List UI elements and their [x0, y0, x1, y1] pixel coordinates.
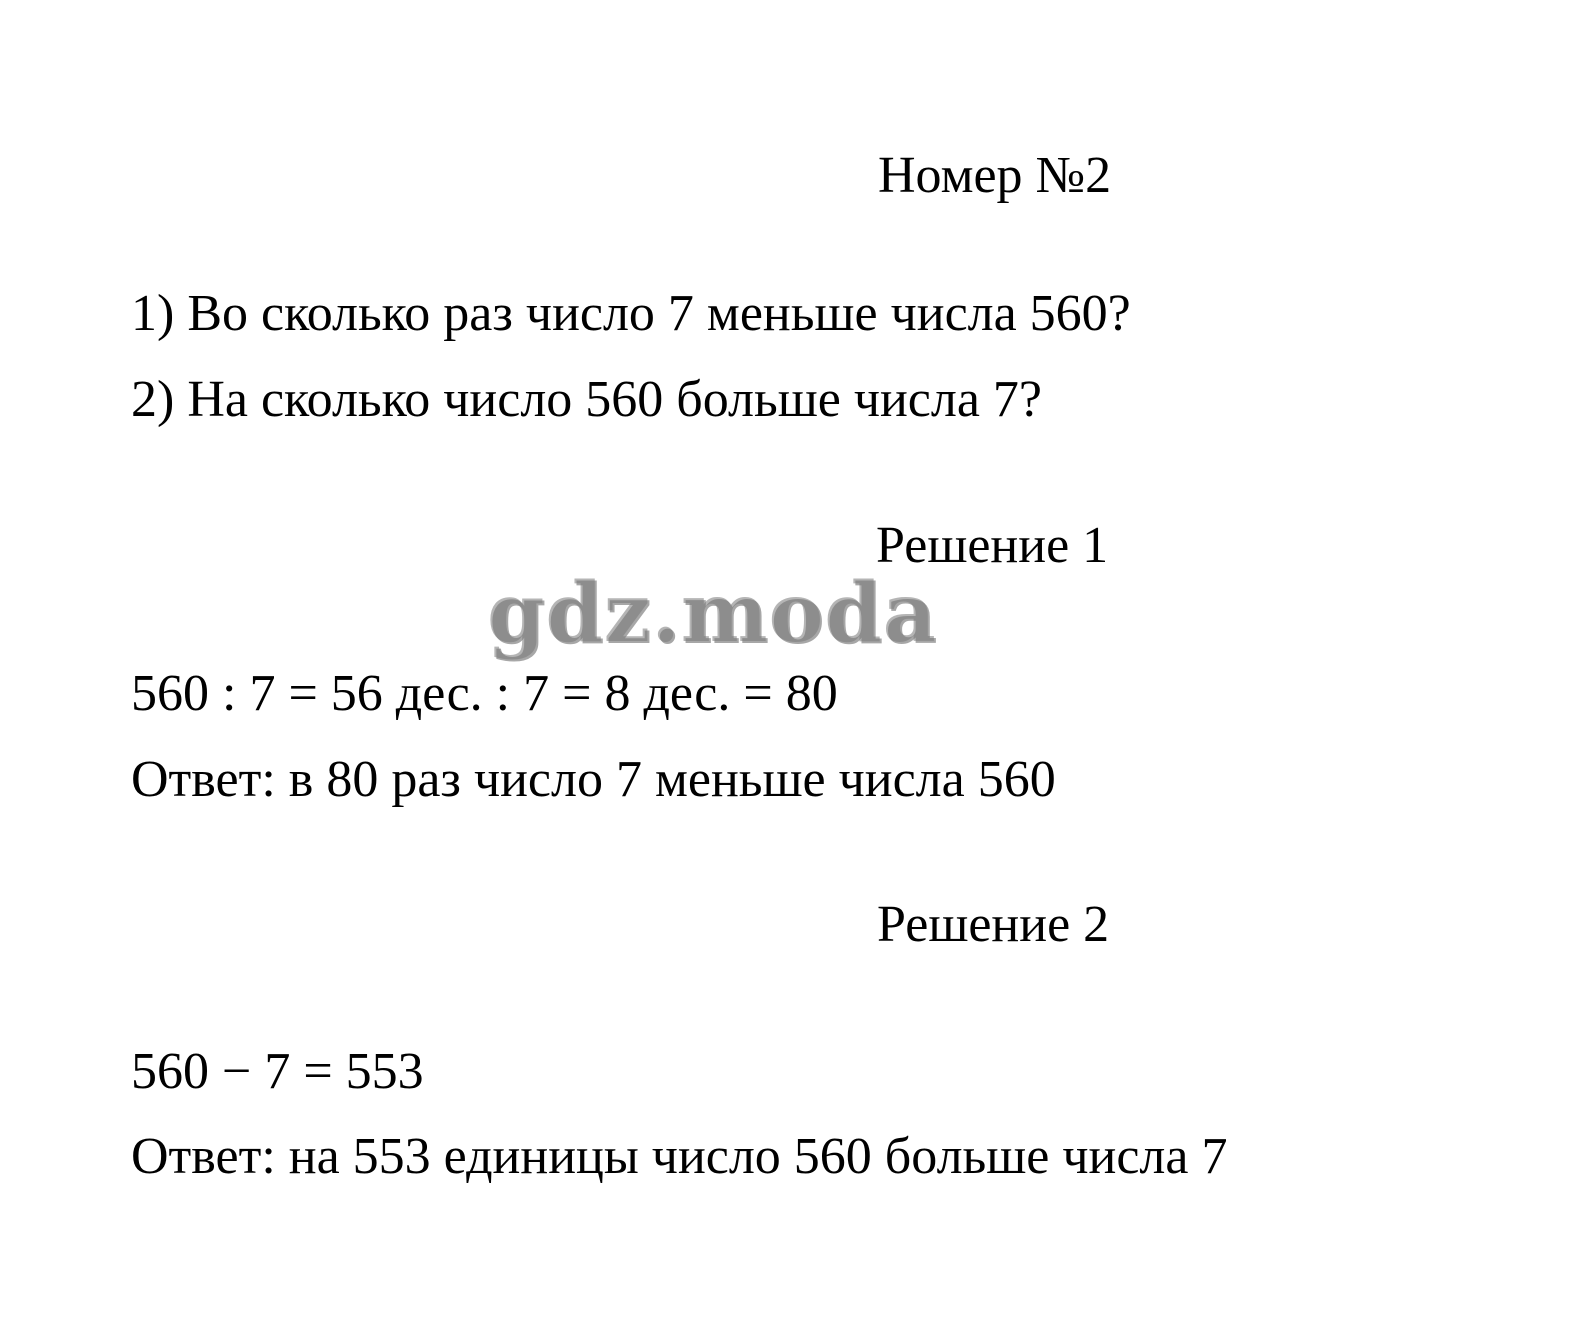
- solution-1-answer: Ответ: в 80 раз число 7 меньше числа 560: [131, 751, 1056, 808]
- solution-2-title: Решение 2: [877, 896, 1110, 953]
- solution-1-title: Решение 1: [876, 517, 1109, 574]
- solution-1-equation: 560 : 7 = 56 дес. : 7 = 8 дес. = 80: [131, 665, 838, 722]
- question-1: 1) Во сколько раз число 7 меньше числа 560?: [131, 285, 1131, 342]
- solution-2-answer: Ответ: на 553 единицы число 560 больше числа 7: [131, 1128, 1228, 1185]
- watermark: gdz.moda: [487, 565, 937, 661]
- question-2: 2) На сколько число 560 больше числа 7?: [131, 371, 1042, 428]
- page-title: Номер №2: [878, 147, 1112, 204]
- solution-2-equation: 560 − 7 = 553: [131, 1043, 424, 1100]
